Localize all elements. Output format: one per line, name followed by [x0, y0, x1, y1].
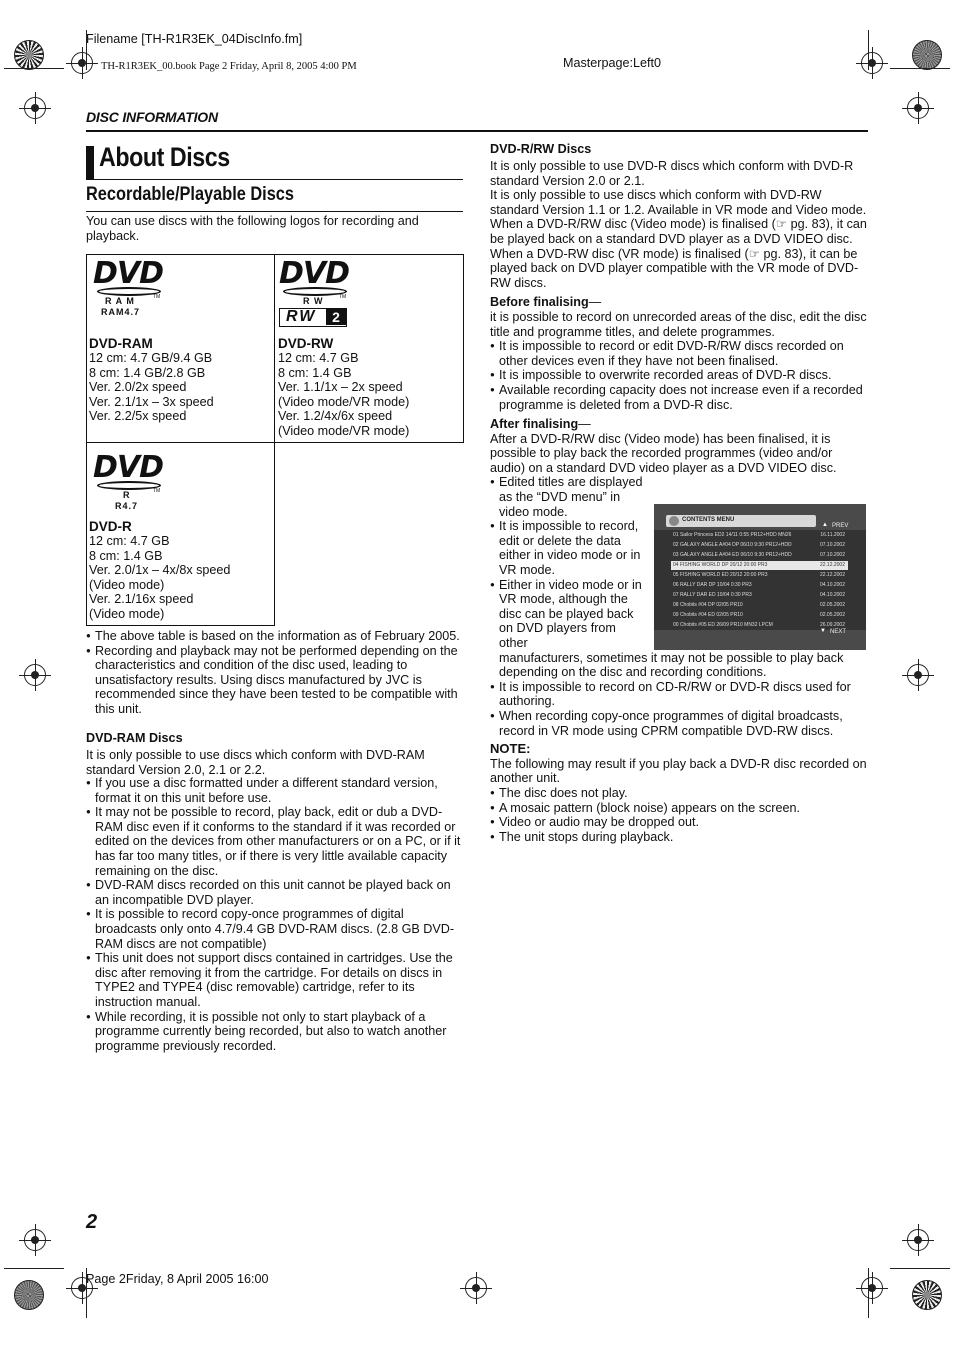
list-item: ● It is impossible to overwrite recorded areas of DVD-R discs. — [490, 368, 868, 383]
dvdrrw-heading: DVD-R/RW Discs — [490, 142, 592, 156]
row-title: 07 RALLY DAR ED 10/04 0:30 PR3 — [673, 592, 752, 598]
row-title: 06 RALLY DAR DP 10/04 0:30 PR3 — [673, 582, 752, 588]
spec-line: 12 cm: 4.7 GB — [89, 534, 170, 548]
text-run: When a DVD-RW disc (VR mode) is finalised ( — [490, 246, 749, 261]
contents-menu-screenshot — [654, 504, 866, 650]
registration-wheel-icon — [912, 1280, 942, 1310]
dvd-rw-logo-text: DVD — [279, 256, 350, 291]
row-date: 07.10.2002 — [819, 552, 845, 558]
dvd-rw-logo — [279, 256, 359, 329]
spec-line: (Video mode) — [89, 606, 165, 621]
prev-arrow-icon: ▲ — [822, 522, 828, 528]
crop-mark — [868, 1268, 869, 1318]
menu-row[interactable] — [671, 591, 848, 600]
dash: — — [578, 417, 591, 432]
before-finalising-label — [490, 295, 868, 310]
dvd-rw-specs — [278, 351, 409, 439]
label-bold: After finalising — [490, 417, 579, 432]
paragraph — [490, 247, 868, 291]
after-finalising-label — [490, 417, 868, 432]
paragraph: The following may result if you play back a DVD-R disc recorded on another unit. — [490, 756, 867, 786]
dvd-ram-logo-text: DVD — [93, 256, 164, 291]
row-date: 26.09.2002 — [819, 622, 845, 628]
spec-line: (Video mode/VR mode) — [278, 423, 410, 438]
dvd-ram-name: DVD-RAM — [89, 336, 153, 351]
registration-wheel-icon — [14, 1280, 44, 1310]
spec-line: Ver. 2.1/1x – 3x speed — [89, 394, 214, 409]
dvd-r-logo-sub1: R — [123, 490, 130, 500]
spec-line: 12 cm: 4.7 GB/9.4 GB — [89, 351, 213, 365]
list-item: ● Either in video mode or in VR mode, although the disc can be played back on DVD players from other — [490, 578, 648, 651]
disc-ellipse-icon — [97, 287, 161, 296]
list-item: ● It is impossible to record, edit or delete the data either in video mode or in VR mode. — [490, 519, 648, 577]
rw2-badge-num: 2 — [326, 309, 346, 325]
dvd-ram-logo — [93, 256, 173, 319]
print-masterpage: Masterpage:Left0 — [563, 56, 662, 70]
dvd-r-name: DVD-R — [89, 519, 132, 534]
dvdram-intro: It is only possible to use discs which conform with DVD-RAM standard Version 2.0, 2.1 or 2.2. — [86, 748, 425, 777]
crop-target-icon — [907, 664, 929, 686]
dvd-ram-specs — [89, 351, 214, 424]
label-bold: Before finalising — [490, 295, 589, 310]
crop-target-icon — [907, 1229, 929, 1251]
print-filename: Filename [TH-R1R3EK_04DiscInfo.fm] — [86, 32, 303, 46]
crop-mark — [890, 68, 950, 69]
row-title: 03 GALAXY ANGLE A#04 ED 06/10 9:30 PR12+HDD — [673, 552, 792, 558]
paragraph: After a DVD-R/RW disc (Video mode) has been finalised, it is possible to play back the recorded programmes (video and/or audio) on a standard DVD video player as a DVD VIDEO disc. — [490, 431, 837, 475]
row-date: 07.10.2002 — [819, 542, 845, 548]
spec-line: Ver. 2.2/5x speed — [89, 409, 187, 424]
dvd-r-logo — [93, 450, 173, 513]
prev-label: PREV — [832, 523, 849, 529]
row-title: 04 FISHING WORLD DP 20/12 20:00 PR3 — [673, 562, 768, 568]
list-item: ● A mosaic pattern (block noise) appears on the screen. — [490, 801, 868, 816]
registration-wheel-icon — [14, 40, 44, 70]
spec-line: Ver. 2.0/2x speed — [89, 380, 187, 395]
paragraph — [490, 217, 868, 246]
crop-mark — [4, 1268, 64, 1269]
disc-ellipse-icon — [97, 481, 161, 490]
dvd-ram-logo-sub2: RAM4.7 — [101, 307, 141, 317]
spec-line: 8 cm: 1.4 GB — [278, 365, 352, 380]
list-item: ● DVD-RAM discs recorded on this unit cannot be played back on an incompatible DVD player. — [86, 878, 464, 907]
row-date: 02.05.2002 — [819, 602, 845, 608]
menu-row[interactable] — [671, 541, 848, 550]
crop-target-icon — [907, 97, 929, 119]
after-bullets-narrow — [490, 475, 648, 650]
paragraph: It is only possible to use discs which conform with DVD-RW standard Version 1.1 or 1.2. Available in VR mode and Video mode. — [490, 188, 867, 217]
list-item: ● Available recording capacity does not increase even if a recorded programme is deleted from a DVD-R disc. — [490, 383, 868, 412]
tm-mark: TM — [153, 294, 161, 300]
disc-ellipse-icon — [283, 287, 347, 296]
row-date: 22.12.2002 — [819, 572, 845, 578]
print-footer: Page 2Friday, 8 April 2005 16:00 — [86, 1272, 269, 1286]
tm-mark: TM — [153, 488, 161, 494]
list-item: ● When recording copy-once programmes of digital broadcasts, record in VR mode using CPRM compatible DVD-RW discs. — [490, 709, 868, 738]
crop-mark — [868, 30, 869, 70]
title-bar — [86, 146, 94, 179]
header-rule — [86, 130, 868, 132]
next-label: NEXT — [830, 629, 847, 635]
crop-target-icon — [861, 1277, 883, 1299]
print-book-line: TH-R1R3EK_00.book Page 2 Friday, April 8, 2005 4:00 PM — [101, 61, 357, 72]
row-title: 05 FISHING WORLD ED 20/12 20:00 PR3 — [673, 572, 768, 578]
table-notes — [86, 629, 464, 717]
before-bullets — [490, 339, 868, 412]
dvd-ram-logo-sub1: R A M — [105, 296, 135, 306]
page-number: 2 — [86, 1211, 98, 1233]
spec-line: Ver. 2.1/16x speed — [89, 592, 194, 607]
after-bullets — [490, 680, 868, 738]
list-item: ● It may not be possible to record, play back, edit or dub a DVD-RAM disc even if it conforms to the standard if it was recorded or edited on the devices from other manufacturers or on a PC, or if it has far too many titles, or if there is very little available capacity remaining on the disc. — [86, 805, 464, 878]
intro-text: You can use discs with the following logos for recording and playback. — [86, 214, 419, 243]
row-title: 00 Chobits #05 ED 26/09 PR10 MN32 LPCM — [673, 622, 773, 628]
row-date: 22.12.2002 — [819, 562, 845, 568]
menu-row[interactable] — [671, 581, 848, 590]
dvdram-bullets — [86, 776, 464, 1053]
paragraph: It is only possible to use DVD-R discs which conform with DVD-R standard Version 2.0 or 2.1. — [490, 159, 854, 188]
dvd-r-specs — [89, 534, 230, 622]
list-item: ● It is impossible to record or edit DVD-R/RW discs recorded on other devices even if they have not been finalised. — [490, 339, 868, 368]
menu-row-selected[interactable] — [671, 561, 848, 570]
row-title: 01 Sailor Princess ED2 14/11 0:55 PR12+HDD MN26 — [673, 532, 792, 538]
tm-mark: TM — [339, 294, 347, 300]
menu-row[interactable] — [671, 531, 848, 540]
note-bullets — [490, 786, 868, 844]
menu-row[interactable] — [671, 601, 848, 610]
list-item: ● While recording, it is possible not only to start playback of a programme currently being recorded, but also to watch another programme previously recorded. — [86, 1010, 464, 1054]
rw2-badge — [279, 308, 347, 327]
paragraph: it is possible to record on unrecorded areas of the disc, edit the disc title and programme titles, and delete programmes. — [490, 309, 867, 339]
crop-mark — [4, 68, 64, 69]
row-date: 16.11.2002 — [820, 532, 845, 538]
menu-row[interactable] — [671, 571, 848, 580]
list-item: ● The above table is based on the information as of February 2005. — [86, 629, 464, 644]
dvd-rw-logo-sub1: R W — [303, 296, 324, 306]
note-heading: NOTE: — [490, 741, 531, 757]
row-title: 08 Chobits #04 DP 02/05 PR10 — [673, 602, 743, 608]
row-title: 02 GALAXY ANGLE A#04 DP 06/10 9:30 PR12+HDD — [673, 542, 792, 548]
text-run: pg. 83), it can be played back on a standard DVD player as a DVD VIDEO disc. — [490, 217, 867, 246]
list-item: ● The disc does not play. — [490, 786, 868, 801]
list-item: ● It is impossible to record on CD-R/RW or DVD-R discs used for authoring. — [490, 680, 868, 709]
spec-line: (Video mode) — [89, 577, 165, 592]
pointing-hand-icon: ☞ — [748, 246, 761, 261]
text-run: pg. 83), it can be played back on DVD player compatible with the VR mode of DVD-RW discs. — [490, 246, 859, 290]
row-title: 09 Chobits #04 ED 02/05 PR10 — [673, 612, 743, 618]
crop-target-icon — [24, 1229, 46, 1251]
menu-row[interactable] — [671, 611, 848, 620]
spec-line: Ver. 1.1/1x – 2x speed — [278, 380, 403, 395]
row-date: 02.05.2002 — [819, 612, 845, 618]
registration-wheel-icon — [912, 40, 942, 70]
paragraph-continued: manufacturers, sometimes it may not be possible to play back depending on the disc and recording conditions. — [499, 650, 844, 680]
pointing-hand-icon: ☞ — [775, 217, 788, 232]
spec-line: Ver. 1.2/4x/6x speed — [278, 409, 393, 424]
list-item: ● Edited titles are displayed as the “DVD menu” in video mode. — [490, 475, 648, 519]
menu-title: CONTENTS MENU — [682, 517, 735, 523]
dash: — — [588, 295, 602, 310]
rw2-badge-text: RW — [286, 308, 317, 325]
crop-target-icon — [24, 664, 46, 686]
list-item: ● The unit stops during playback. — [490, 830, 868, 845]
crop-target-icon — [24, 97, 46, 119]
row-date: 04.10.2002 — [819, 592, 845, 598]
dvdram-heading: DVD-RAM Discs — [86, 731, 183, 745]
menu-row[interactable] — [671, 551, 848, 560]
list-item: ● Recording and playback may not be performed depending on the characteristics and condition of the disc used, leading to unsatisfactory results. Using discs manufactured by JVC is recommended since they have been tested to be compatible with this unit. — [86, 644, 464, 717]
dvdrrw-body — [490, 159, 868, 844]
crop-target-icon — [465, 1277, 487, 1299]
list-item: ● If you use a disc formatted under a different standard version, format it on this unit before use. — [86, 776, 464, 805]
spec-line: 8 cm: 1.4 GB/2.8 GB — [89, 365, 206, 380]
crop-mark — [890, 1268, 950, 1269]
crop-target-icon — [71, 52, 93, 74]
subtitle-rule — [86, 211, 463, 212]
spec-line: 12 cm: 4.7 GB — [278, 351, 359, 365]
list-item: ● This unit does not support discs contained in cartridges. Use the disc after removing it from the cartridge. For details on discs in TYPE2 and TYPE4 (disc removable) cartridge, refer to its instruction manual. — [86, 951, 464, 1009]
list-item: ● Video or audio may be dropped out. — [490, 815, 868, 830]
spec-line: Ver. 2.0/1x – 4x/8x speed — [89, 563, 231, 578]
crop-target-icon — [861, 52, 883, 74]
text-run: When a DVD-R/RW disc (Video mode) is finalised ( — [490, 217, 776, 232]
row-date: 04.10.2002 — [819, 582, 845, 588]
title-rule — [86, 179, 463, 180]
dvd-r-logo-sub2: R4.7 — [115, 501, 139, 511]
page-title: About Discs — [99, 142, 230, 172]
dvd-rw-name: DVD-RW — [278, 336, 334, 351]
next-arrow-icon: ▼ — [820, 628, 826, 634]
subtitle: Recordable/Playable Discs — [86, 184, 294, 205]
section-header: DISC INFORMATION — [86, 109, 218, 125]
disc-icon — [669, 516, 679, 526]
spec-line: 8 cm: 1.4 GB — [89, 548, 163, 563]
dvd-r-logo-text: DVD — [93, 450, 164, 485]
spec-line: (Video mode/VR mode) — [278, 394, 410, 409]
list-item: ● It is possible to record copy-once programmes of digital broadcasts only onto 4.7/9.4 GB DVD-RAM discs. (2.8 GB DVD-RAM discs are not compatible) — [86, 907, 464, 951]
